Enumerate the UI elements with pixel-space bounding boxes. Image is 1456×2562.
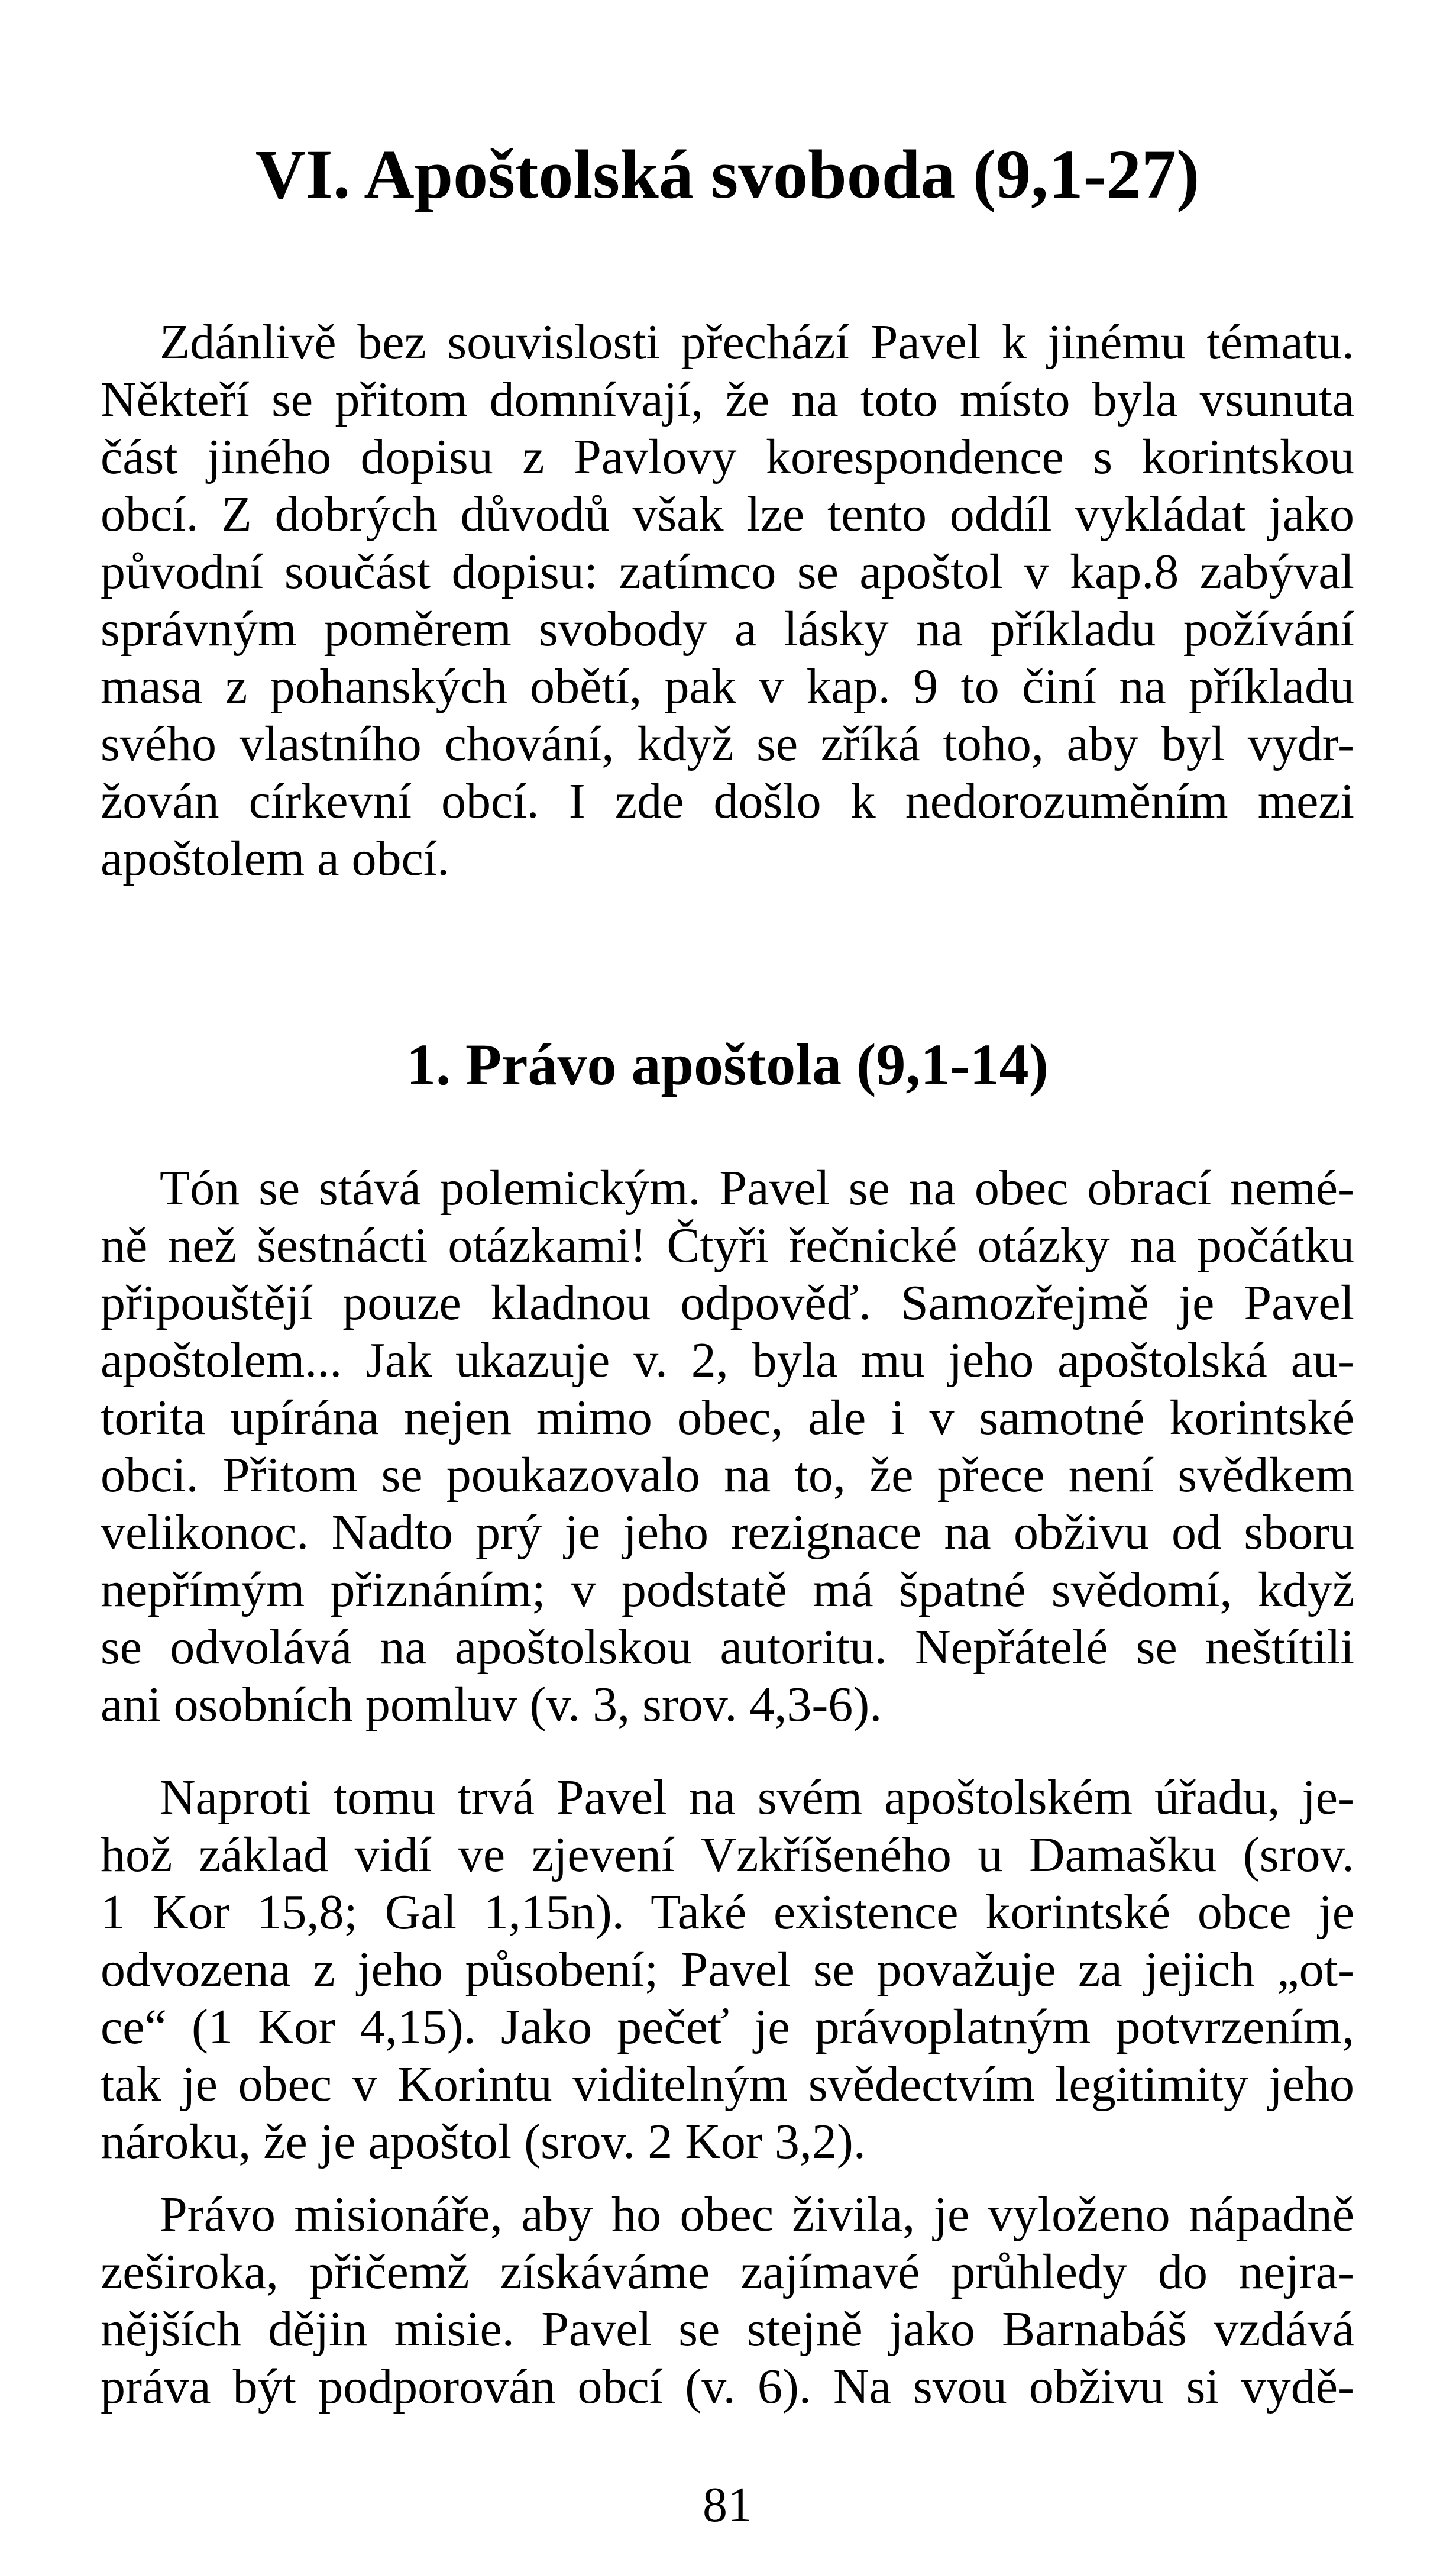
text-line: obci. Přitom se poukazovalo na to, že přece není svědkem bbox=[101, 1448, 1354, 1503]
body-paragraph bbox=[101, 2186, 1354, 2415]
text-line: správným poměrem svobody a lásky na příkladu požívání bbox=[101, 602, 1354, 657]
text-line: velikonoc. Nadto prý je jeho rezignace na obživu od sboru bbox=[101, 1505, 1354, 1560]
text-line: obcí. Z dobrých důvodů však lze tento oddíl vykládat jako bbox=[101, 487, 1354, 542]
body-paragraph bbox=[101, 1159, 1354, 1733]
text-line: ce“ (1 Kor 4,15). Jako pečeť je právoplatným potvrzením, bbox=[101, 1999, 1354, 2054]
text-line: hož základ vidí ve zjevení Vzkříšeného u Damašku (srov. bbox=[101, 1827, 1354, 1882]
text-line: ně než šestnácti otázkami! Čtyři řečnické otázky na počátku bbox=[101, 1218, 1354, 1273]
text-line: se odvolává na apoštolskou autoritu. Nepřátelé se neštítili bbox=[101, 1620, 1354, 1675]
text-line: 1 Kor 15,8; Gal 1,15n). Také existence korintské obce je bbox=[101, 1885, 1354, 1940]
text-line: tak je obec v Korintu viditelným svědectvím legitimity jeho bbox=[101, 2057, 1354, 2112]
book-page bbox=[101, 0, 1354, 2562]
text-line: Někteří se přitom domnívají, že na toto místo byla vsunuta bbox=[101, 372, 1354, 427]
text-line: apoštolem a obcí. bbox=[101, 831, 450, 886]
text-line: žován církevní obcí. I zde došlo k nedorozuměním mezi bbox=[101, 774, 1354, 829]
text-line: práva být podporován obcí (v. 6). Na svou obživu si vydě- bbox=[101, 2359, 1354, 2414]
text-line: odvozena z jeho působení; Pavel se považuje za jejich „ot- bbox=[101, 1942, 1354, 1997]
page-number: 81 bbox=[703, 2477, 752, 2532]
text-line: ani osobních pomluv (v. 3, srov. 4,3-6). bbox=[101, 1677, 882, 1732]
chapter-title: VI. Apoštolská svoboda (9,1-27) bbox=[255, 135, 1200, 213]
text-line: původní součást dopisu: zatímco se apoštol v kap.8 zabýval bbox=[101, 544, 1354, 599]
text-line: svého vlastního chování, když se zříká toho, aby byl vydr- bbox=[101, 716, 1354, 771]
text-line: Právo misionáře, aby ho obec živila, je vyloženo nápadně bbox=[160, 2187, 1354, 2242]
text-line: nepřímým přiznáním; v podstatě má špatné svědomí, když bbox=[101, 1562, 1354, 1617]
text-line: Naproti tomu trvá Pavel na svém apoštolském úřadu, je- bbox=[160, 1770, 1354, 1825]
body-paragraph bbox=[101, 1769, 1354, 2170]
text-line: torita upírána nejen mimo obec, ale i v samotné korintské bbox=[101, 1390, 1354, 1445]
text-line: část jiného dopisu z Pavlovy korespondence s korintskou bbox=[101, 429, 1354, 484]
text-line: zeširoka, přičemž získáváme zajímavé průhledy do nejra- bbox=[101, 2244, 1354, 2299]
text-line: masa z pohanských obětí, pak v kap. 9 to činí na příkladu bbox=[101, 659, 1354, 714]
text-line: Tón se stává polemickým. Pavel se na obec obrací nemé- bbox=[160, 1161, 1354, 1216]
text-line: apoštolem... Jak ukazuje v. 2, byla mu jeho apoštolská au- bbox=[101, 1333, 1354, 1388]
section-title: 1. Právo apoštola (9,1-14) bbox=[406, 1032, 1049, 1097]
text-line: nějších dějin misie. Pavel se stejně jako Barnabáš vzdává bbox=[101, 2302, 1354, 2357]
text-line: Zdánlivě bez souvislosti přechází Pavel k jinému tématu. bbox=[160, 315, 1354, 370]
intro-paragraph bbox=[101, 314, 1354, 887]
text-line: připouštějí pouze kladnou odpověď. Samozřejmě je Pavel bbox=[101, 1275, 1354, 1330]
text-line: nároku, že je apoštol (srov. 2 Kor 3,2). bbox=[101, 2114, 866, 2169]
